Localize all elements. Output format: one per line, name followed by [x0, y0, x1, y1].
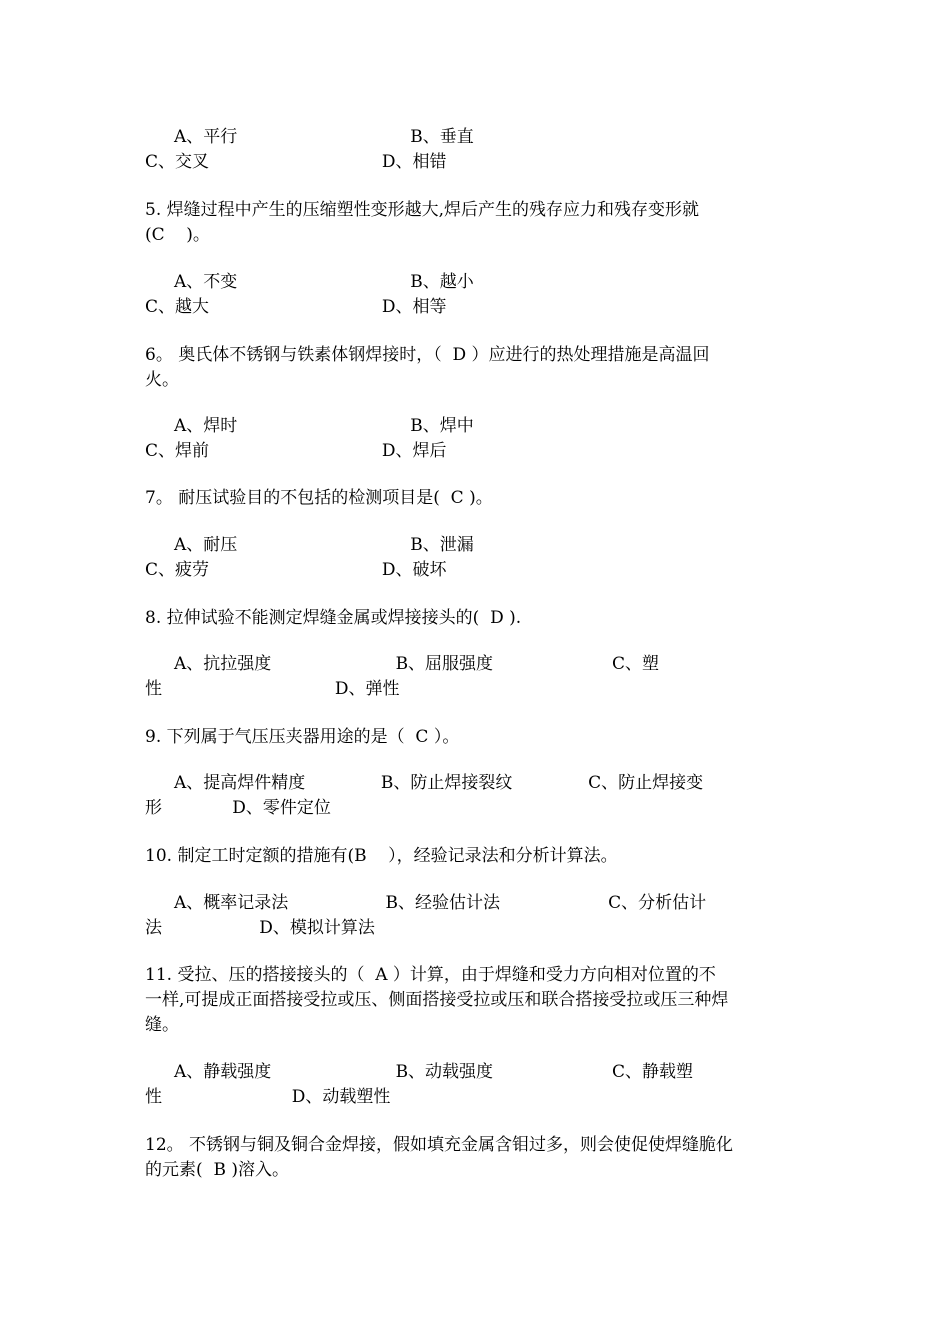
q11-options-line-2: 性 D、动载塑性 [145, 1087, 391, 1107]
q9-options-line-2: 形 D、零件定位 [145, 798, 331, 818]
q10-options-line-1: A、概率记录法 B、经验估计法 C、分析估计 [174, 893, 707, 913]
q4-options-line-2: C、交叉 D、相错 [145, 152, 447, 172]
q6-stem-line-1: 6。 奥氏体不锈钢与铁素体钢焊接时，（ D ）应进行的热处理措施是高温回 [145, 345, 710, 365]
q10-options-line-2: 法 D、模拟计算法 [145, 918, 375, 938]
q11-stem-line-2: 一样,可提成正面搭接受拉或压、侧面搭接受拉或压和联合搭接受拉或压三种焊 [145, 990, 729, 1010]
q7-options-line-1: A、耐压 B、泄漏 [174, 535, 474, 555]
q10-stem-line-1: 10. 制定工时定额的措施有(B ），经验记录法和分析计算法。 [145, 846, 618, 866]
q5-stem-line-1: 5. 焊缝过程中产生的压缩塑性变形越大,焊后产生的残存应力和残存变形就 [145, 200, 700, 220]
q5-stem-line-2: (C )。 [145, 225, 210, 245]
q4-options-line-1: A、平行 B、垂直 [174, 127, 474, 147]
q9-stem-line-1: 9. 下列属于气压压夹器用途的是（ C ）。 [145, 727, 460, 747]
q12-stem-line-2: 的元素( B )溶入。 [145, 1160, 289, 1180]
q8-options-line-2: 性 D、弹性 [145, 679, 400, 699]
q8-options-line-1: A、抗拉强度 B、屈服强度 C、塑 [174, 654, 659, 674]
q5-options-line-1: A、不变 B、越小 [174, 272, 474, 292]
q6-options-line-1: A、焊时 B、焊中 [174, 416, 474, 436]
q12-stem-line-1: 12。 不锈钢与铜及铜合金焊接，假如填充金属含钼过多，则会使促使焊缝脆化 [145, 1135, 734, 1155]
q7-options-line-2: C、疲劳 D、破坏 [145, 560, 447, 580]
q8-stem-line-1: 8. 拉伸试验不能测定焊缝金属或焊接接头的( D ). [145, 608, 522, 628]
q7-stem-line-1: 7。 耐压试验目的不包括的检测项目是( C )。 [145, 488, 493, 508]
q5-options-line-2: C、越大 D、相等 [145, 297, 447, 317]
q6-stem-line-2: 火。 [145, 370, 179, 390]
q6-options-line-2: C、焊前 D、焊后 [145, 441, 447, 461]
q11-stem-line-1: 11. 受拉、压的搭接接头的（ A ）计算，由于焊缝和受力方向相对位置的不 [145, 965, 716, 985]
q11-stem-line-3: 缝。 [145, 1015, 179, 1035]
q9-options-line-1: A、提高焊件精度 B、防止焊接裂纹 C、防止焊接变 [174, 773, 704, 793]
q11-options-line-1: A、静载强度 B、动载强度 C、静载塑 [174, 1062, 693, 1082]
